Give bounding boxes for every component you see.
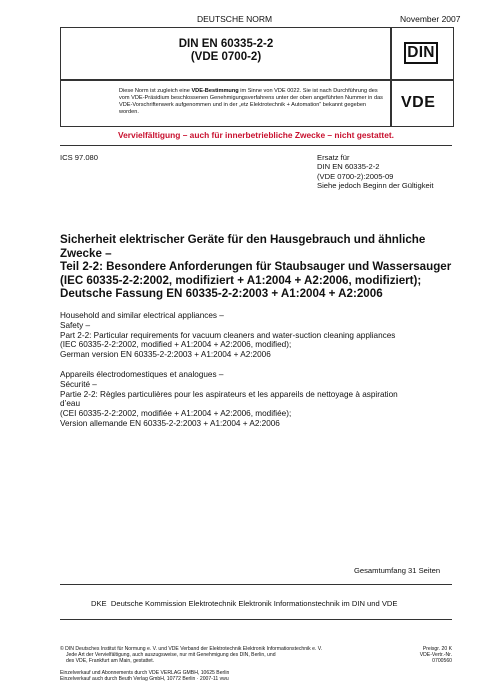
standard-number: DIN EN 60335-2-2	[178, 38, 274, 50]
title-english: Household and similar electrical appliances – Safety – Part 2-2: Particular requirements for vacuum cleaners and water-suction cleaning appliances (IEC 60335-2-2:2002, modified + A1:2004 + A2:2006, modified); German version EN 60335-2-2:2003 + A1:2004 + A2:2006	[60, 311, 396, 360]
ics-code: ICS 97.080	[60, 153, 98, 162]
vde-notice: Diese Norm ist zugleich eine VDE-Bestimmung im Sinne von VDE 0022. Sie ist nach Durchführung des vom VDE-Präsidium beschlossenen Genehmigungsverfahrens unter der oben angeführten Nummer in das VDE-Vorschriftenwerk aufgenommen und in der „etz Elektrotechnik + Automation“ bekannt gegeben worden.	[119, 88, 383, 116]
dke-name: Deutsche Kommission Elektrotechnik Elektronik Informationstechnik im DIN und VDE	[110, 599, 398, 608]
footer-price: Preisgr. 20 K VDE-Vertr.-Nr. 0700560	[402, 646, 452, 665]
dke-rule	[60, 619, 452, 620]
copy-warning: Vervielfältigung – auch für innerbetriebliche Zwecke – nicht gestattet.	[118, 130, 394, 140]
standard-vde-number: (VDE 0700-2)	[190, 51, 262, 63]
total-pages: Gesamtumfang 31 Seiten	[354, 566, 441, 575]
vde-logo: VDE	[401, 94, 436, 111]
warning-rule	[60, 145, 452, 146]
footer-copyright: © DIN Deutsches Institut für Normung e. V. und VDE Verband der Elektrotechnik Elektronik Informationstechnik e. V. Jede Art der Vervielfältigung, auch auszugsweise, nur mit Genehmigung des DIN, Berlin, und des VDE, Frankfurt am Main, gestattet.	[60, 646, 323, 665]
header-date: November 2007	[400, 14, 461, 24]
standard-number-box	[60, 27, 392, 81]
vde-logo-box	[390, 79, 454, 127]
header-title: DEUTSCHE NORM	[197, 14, 273, 24]
dke-abbr: DKE	[91, 599, 107, 608]
dke-line	[91, 599, 397, 608]
footer-order-number: VDE-Vertr.-Nr. 0700560	[419, 652, 452, 665]
total-rule	[60, 584, 452, 585]
vde-notice-box	[60, 79, 392, 127]
din-logo-box	[390, 27, 454, 81]
footer-sales: Einzelverkauf und Abonnements durch VDE VERLAG GMBH, 10625 Berlin Einzelverkauf auch durch Beuth Verlag GmbH, 10772 Berlin · 2007-11 vwu	[60, 670, 230, 683]
replacement-note: Ersatz für DIN EN 60335-2-2 (VDE 0700-2):2005-09 Siehe jedoch Beginn der Gültigkeit	[317, 153, 434, 190]
title-german: Sicherheit elektrischer Geräte für den Hausgebrauch und ähnliche Zwecke – Teil 2-2: Besondere Anforderungen für Staubsauger und Wassersauger (IEC 60335-2-2:2002, modifiziert + A1:2004 + A2:2006, modifiziert); Deutsche Fassung EN 60335-2-2:2003 + A1:2004 + A2:2006	[60, 233, 452, 301]
title-french: Appareils électrodomestiques et analogues – Sécurité – Partie 2-2: Règles particulières pour les aspirateurs et les appareils de nettoyage à aspiration d’eau (CEI 60335-2-2:2002, modifiée + A1:2004 + A2:2006, modifiée); Version allemande EN 60335-2-2:2003 + A1:2004 + A2:2006	[60, 370, 398, 428]
din-logo: DIN	[404, 42, 438, 64]
